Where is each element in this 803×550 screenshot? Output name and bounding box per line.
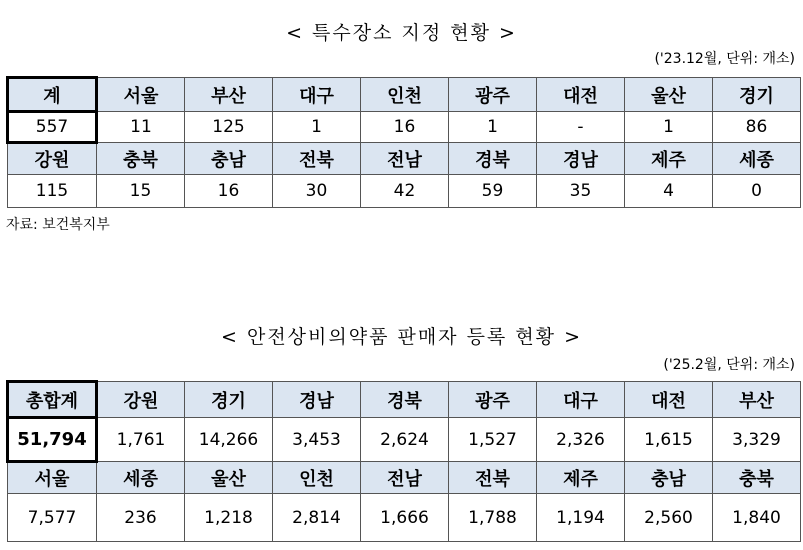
value-cell: 236 [97, 494, 185, 542]
header-cell: 세종 [713, 143, 801, 175]
header-cell: 대전 [625, 382, 713, 418]
value-cell: 1,527 [449, 418, 537, 462]
header-cell: 전남 [361, 143, 449, 175]
value-cell: 1 [625, 112, 713, 143]
value-cell: 3,453 [273, 418, 361, 462]
header-cell: 경기 [713, 78, 801, 112]
value-cell: 125 [185, 112, 273, 143]
header-cell: 서울 [8, 462, 97, 494]
header-cell: 대전 [537, 78, 625, 112]
header-cell: 울산 [185, 462, 273, 494]
value-cell: 1,788 [449, 494, 537, 542]
header-cell-total: 계 [8, 78, 97, 112]
section1-title: < 특수장소 지정 현황 > [286, 22, 517, 44]
section2-title: < 안전상비의약품 판매자 등록 현황 > [221, 326, 582, 348]
value-cell: 16 [361, 112, 449, 143]
value-cell: 30 [273, 175, 361, 208]
value-cell: 1,666 [361, 494, 449, 542]
header-cell: 경남 [273, 382, 361, 418]
value-cell-total: 557 [8, 112, 97, 143]
header-cell: 경남 [537, 143, 625, 175]
value-cell: 1,218 [185, 494, 273, 542]
header-cell: 경북 [361, 382, 449, 418]
header-cell: 울산 [625, 78, 713, 112]
special-places-table [6, 76, 801, 208]
pharmacy-sellers-table [6, 380, 801, 542]
value-cell: 2,326 [537, 418, 625, 462]
value-cell: 59 [449, 175, 537, 208]
value-cell: 2,560 [625, 494, 713, 542]
header-cell: 제주 [537, 462, 625, 494]
value-cell: 7,577 [8, 494, 97, 542]
header-cell: 충북 [713, 462, 801, 494]
value-cell-total: 51,794 [8, 418, 97, 462]
header-cell: 충남 [625, 462, 713, 494]
value-cell: 1,194 [537, 494, 625, 542]
header-cell: 광주 [449, 78, 537, 112]
value-cell: 1,761 [97, 418, 185, 462]
value-cell: - [537, 112, 625, 143]
value-cell: 42 [361, 175, 449, 208]
table-row [8, 418, 801, 462]
value-cell: 86 [713, 112, 801, 143]
value-cell: 2,624 [361, 418, 449, 462]
table-row [8, 143, 801, 175]
value-cell: 11 [97, 112, 185, 143]
header-cell: 전북 [273, 143, 361, 175]
header-cell: 경북 [449, 143, 537, 175]
value-cell: 0 [713, 175, 801, 208]
header-cell: 부산 [713, 382, 801, 418]
header-cell: 광주 [449, 382, 537, 418]
value-cell: 14,266 [185, 418, 273, 462]
value-cell: 1,840 [713, 494, 801, 542]
table-row [8, 175, 801, 208]
header-cell: 경기 [185, 382, 273, 418]
section2-unit: ('25.2월, 단위: 개소) [663, 357, 795, 373]
value-cell: 1,615 [625, 418, 713, 462]
table-row [8, 462, 801, 494]
value-cell: 4 [625, 175, 713, 208]
header-cell: 부산 [185, 78, 273, 112]
table-row [8, 112, 801, 143]
header-cell: 서울 [97, 78, 185, 112]
value-cell: 16 [185, 175, 273, 208]
header-cell: 인천 [273, 462, 361, 494]
header-cell: 강원 [8, 143, 97, 175]
header-cell: 전북 [449, 462, 537, 494]
value-cell: 1 [273, 112, 361, 143]
value-cell: 15 [97, 175, 185, 208]
value-cell: 35 [537, 175, 625, 208]
header-cell: 제주 [625, 143, 713, 175]
table-row [8, 78, 801, 112]
value-cell: 3,329 [713, 418, 801, 462]
source-note: 자료: 보건복지부 [6, 217, 110, 233]
value-cell: 115 [8, 175, 97, 208]
value-cell: 1 [449, 112, 537, 143]
header-cell-total: 총합계 [8, 382, 97, 418]
section1-unit: ('23.12월, 단위: 개소) [654, 51, 795, 67]
header-cell: 충남 [185, 143, 273, 175]
header-cell: 인천 [361, 78, 449, 112]
header-cell: 세종 [97, 462, 185, 494]
header-cell: 대구 [537, 382, 625, 418]
header-cell: 충북 [97, 143, 185, 175]
header-cell: 강원 [97, 382, 185, 418]
table-row [8, 494, 801, 542]
header-cell: 전남 [361, 462, 449, 494]
table-row [8, 382, 801, 418]
value-cell: 2,814 [273, 494, 361, 542]
header-cell: 대구 [273, 78, 361, 112]
